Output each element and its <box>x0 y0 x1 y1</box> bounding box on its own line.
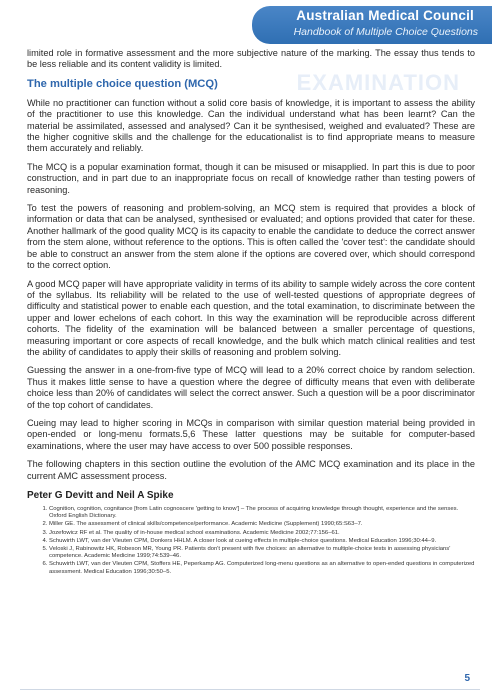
page-number: 5 <box>464 673 470 684</box>
body-paragraph: The MCQ is a popular examination format, though it can be misused or misapplied. In part this is due to poor construction, and in part due to an inappropriate focus on recall of knowledge rather than testing powers of reasoning. <box>27 161 475 195</box>
reference-item: 3. Jozefowicz RF et al. The quality of in-house medical school examinations. Academic Medicine 2002;77:156–61. <box>49 530 475 537</box>
reference-item: 1. Cognition, cognition, cognitance [from Latin cognoscere 'getting to know'] – The process of acquiring knowledge through thought, experience and the senses. Oxford English Dictionary. <box>49 506 475 520</box>
reference-item: 6. Schuwirth LWT, van der Vleuten CPM, Stoffers HE, Peperkamp AG. Computerized long-menu questions as an alternative to open-ended questions in computerized assessment. Medical Education 1996;30:50–5. <box>49 561 475 575</box>
body-paragraph: The following chapters in this section outline the evolution of the AMC MCQ examination and its place in the current AMC assessment process. <box>27 459 475 481</box>
background-watermark: EXAMINATION <box>296 70 460 95</box>
body-paragraph: Guessing the answer in a one-from-five type of MCQ will lead to a 20% correct choice by random selection. Thus it makes little sense to have a question where the degree of difficulty means that even with deliberate choice less than 20% of candidates will select the correct answer. Such a question will be a poor discriminator of the top cohort of candidates. <box>27 365 475 410</box>
body-paragraph: A good MCQ paper will have appropriate validity in terms of its ability to sample widely across the core content of the syllabus. Its reliability will be related to the use of well-tested questions of appropriate degrees of difficulty and statistical power to enable each question, and the total examination, to discriminate between the upper and lower echelons of each cohort. In this way the examination will be reproducible across different cohorts. The fidelity of the examination will be balanced between a smaller percentage of questions, measuring important or core aspects of recall knowledge, and the bulk which match clinical realities and test the ability of candidates to apply their skills of reasoning and problem solving. <box>27 278 475 357</box>
section-heading: The multiple choice question (MCQ) <box>27 77 218 90</box>
intro-paragraph: limited role in formative assessment and the more subjective nature of the marking. The essay thus tends to be less reliable and its content validity is limited. <box>27 48 475 70</box>
reference-item: 2. Miller GE. The assessment of clinical skills/competence/performance. Academic Medicine (Supplement) 1990;65:S63–7. <box>49 521 475 528</box>
header-title: Australian Medical Council <box>296 8 474 23</box>
footer-rule <box>20 689 480 690</box>
body-paragraph: Cueing may lead to higher scoring in MCQs in comparison with similar question material being provided in open-ended or long-menu formats.5,6 These latter questions may be suitable for computer-based examinations, where the user may have access to over 500 possible responses. <box>27 417 475 451</box>
body-paragraph: While no practitioner can function without a solid core basis of knowledge, it is important to assess the ability of the practitioner to use this knowledge. Can the individual understand what has been learnt? Can the material be assimilated, assessed and analysed? Can it be synthesised, weighed and evaluated? These are the higher cognitive skills and the challenge for the educationalist is to find appropriate means to measure them accurately and reliably. <box>27 97 475 154</box>
body-paragraph: To test the powers of reasoning and problem-solving, an MCQ stem is required that provides a block of information or data that can be analysed, synthesised or evaluated; and options provided that cater for these. Another hallmark of the good quality MCQ is its capacity to enable the candidate to deduce the correct answer from the stem alone, without reference to the options. This is often called the 'cover test': the candidate should be able to construct an answer from the stem alone if the options are covered over, which should correspond to the correct option. <box>27 203 475 271</box>
references-list <box>27 506 475 576</box>
reference-item: 4. Schuwirth LWT, van der Vleuten CPM, Donkers HHLM. A closer look at cueing effects in multiple-choice questions. Medical Education 1996;30:44–9. <box>49 538 475 545</box>
reference-item: 5. Veloski J, Rabinowitz HK, Robeson MR, Young PR. Patients don't present with five choices: an alternative to multiple-choice tests in assessing physicians' competence. Academic Medicine 1999;74:539–46. <box>49 546 475 560</box>
authors-line: Peter G Devitt and Neil A Spike <box>27 490 174 501</box>
main-content <box>27 48 475 577</box>
header-subtitle: Handbook of Multiple Choice Questions <box>293 26 478 38</box>
page-header <box>0 4 500 44</box>
